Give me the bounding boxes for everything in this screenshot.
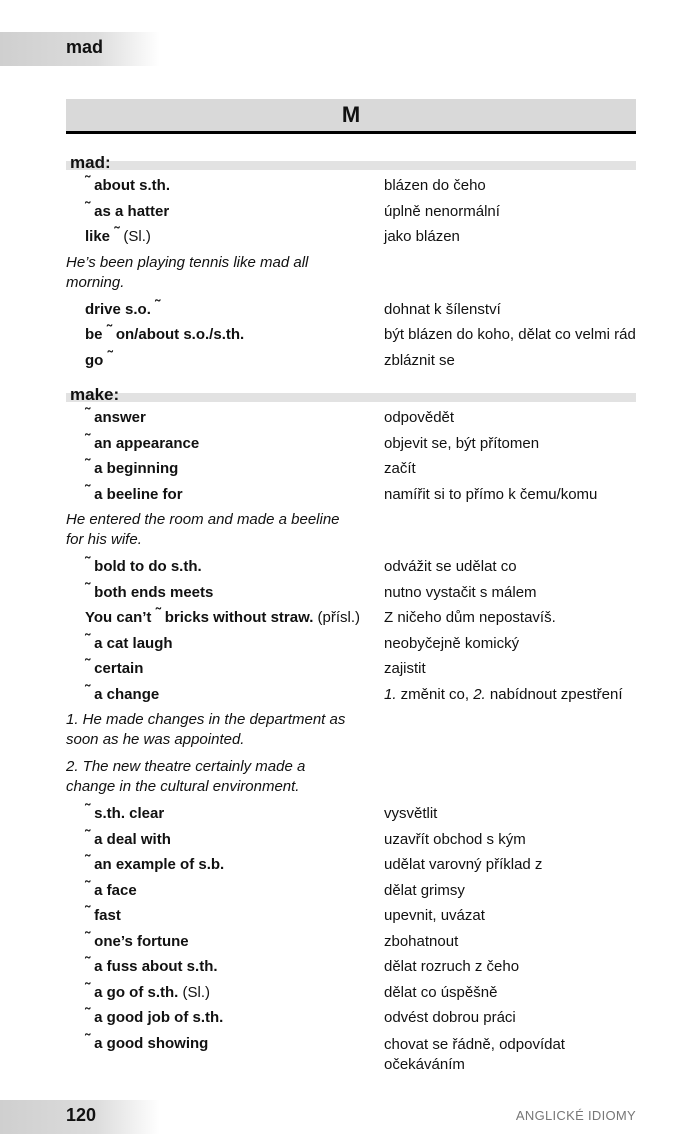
idiom-text-pre: be bbox=[85, 326, 107, 343]
tilde-symbol: ˜ bbox=[114, 224, 120, 241]
example-sentence: He’s been playing tennis like mad all morning. bbox=[66, 253, 309, 291]
idiom-phrase bbox=[85, 430, 200, 452]
idiom-entry bbox=[66, 632, 636, 658]
idiom-text: a change bbox=[94, 685, 160, 703]
idiom-phrase bbox=[85, 481, 183, 503]
idiom-phrase bbox=[85, 579, 214, 601]
idiom-entry bbox=[66, 853, 636, 879]
idiom-phrase bbox=[85, 173, 170, 194]
idiom-text: answer bbox=[94, 409, 146, 426]
translation: neobyčejně komický bbox=[384, 634, 520, 652]
tilde-symbol: ˜ bbox=[85, 405, 90, 422]
idiom-entry bbox=[66, 606, 636, 632]
translation: objevit se, být přítomen bbox=[384, 434, 540, 452]
idiom-text: a cat laugh bbox=[94, 634, 173, 652]
translation-part: nabídnout zpestření bbox=[485, 685, 623, 703]
tilde-symbol: ˜ bbox=[155, 296, 161, 314]
tilde-symbol: ˜ bbox=[85, 456, 90, 473]
tilde-symbol: ˜ bbox=[85, 979, 90, 997]
idiom-entry bbox=[66, 802, 636, 828]
idiom-text-pre: drive s.o. bbox=[85, 300, 156, 318]
idiom-entry bbox=[66, 683, 636, 709]
idiom-text: an example of s.b. bbox=[94, 856, 225, 873]
tilde-symbol: ˜ bbox=[85, 656, 90, 673]
dictionary-content bbox=[66, 148, 636, 1078]
tilde-symbol: ˜ bbox=[85, 852, 90, 869]
example-sentence: He entered the room and made a beeline for his wife. bbox=[66, 511, 340, 548]
idiom-text-post: bricks without straw. bbox=[160, 609, 314, 626]
idiom-phrase bbox=[85, 656, 144, 677]
idiom-entry bbox=[66, 225, 636, 251]
translation: blázen do čeho bbox=[384, 177, 486, 194]
translation: dělat rozruch z čeho bbox=[384, 958, 520, 975]
idiom-text: a go of s.th. bbox=[94, 983, 179, 1001]
idiom-entry bbox=[66, 200, 636, 226]
idiom-entry bbox=[66, 879, 636, 905]
idiom-text: bold to do s.th. bbox=[94, 558, 202, 575]
idiom-entry bbox=[66, 349, 636, 375]
translation: chovat se řádně, odpovídat očekáváním bbox=[384, 1035, 565, 1073]
idiom-text: a fuss about s.th. bbox=[94, 958, 218, 975]
translation: dělat co úspěšně bbox=[384, 983, 498, 1001]
tilde-symbol: ˜ bbox=[85, 928, 90, 946]
idiom-phrase bbox=[85, 405, 146, 426]
translation: odvážit se udělat co bbox=[384, 558, 517, 575]
running-head-word: mad bbox=[66, 37, 104, 57]
idiom-entry bbox=[66, 323, 636, 349]
idiom-phrase bbox=[85, 198, 170, 220]
translation: odpovědět bbox=[384, 409, 455, 426]
idiom-entry bbox=[66, 555, 636, 581]
headword-band bbox=[66, 161, 636, 170]
idiom-phrase bbox=[85, 826, 171, 848]
idiom-entry bbox=[66, 483, 636, 509]
idiom-text-pre: like bbox=[85, 228, 115, 245]
translation: úplně nenormální bbox=[384, 202, 500, 220]
running-head bbox=[0, 32, 160, 66]
idiom-text: fast bbox=[94, 907, 121, 924]
idiom-entry bbox=[66, 828, 636, 854]
idiom-phrase bbox=[85, 554, 202, 575]
idiom-text: a deal with bbox=[94, 830, 171, 848]
translation: být blázen do koho, dělat co velmi rád bbox=[384, 326, 636, 343]
idiom-phrase bbox=[85, 347, 113, 369]
translation: namířit si to přímo k čemu/komu bbox=[384, 485, 598, 503]
tilde-symbol: ˜ bbox=[85, 1030, 90, 1048]
headword bbox=[66, 152, 636, 174]
tilde-symbol: ˜ bbox=[85, 173, 90, 190]
idiom-phrase bbox=[85, 852, 225, 873]
usage-note: (Sl.) bbox=[119, 228, 151, 245]
tilde-symbol: ˜ bbox=[85, 481, 90, 499]
idiom-phrase bbox=[85, 1030, 209, 1052]
idiom-text: a good job of s.th. bbox=[94, 1009, 224, 1026]
headword bbox=[66, 384, 636, 406]
idiom-text-post: on/about s.o./s.th. bbox=[111, 326, 245, 343]
letter-section-header: M bbox=[66, 99, 636, 134]
idiom-phrase bbox=[85, 928, 189, 950]
idiom-text: a beginning bbox=[94, 460, 179, 477]
tilde-symbol: ˜ bbox=[106, 322, 112, 339]
idiom-entry bbox=[66, 581, 636, 607]
idiom-text: one’s fortune bbox=[94, 932, 189, 950]
idiom-text-pre: go bbox=[85, 351, 108, 369]
usage-note: (přísl.) bbox=[313, 609, 361, 626]
idiom-phrase bbox=[85, 322, 245, 343]
translation: zbohatnout bbox=[384, 932, 459, 950]
tilde-symbol: ˜ bbox=[85, 430, 90, 448]
tilde-symbol: ˜ bbox=[107, 347, 113, 365]
tilde-symbol: ˜ bbox=[85, 801, 90, 818]
translation: udělat varovný příklad z bbox=[384, 856, 543, 873]
tilde-symbol: ˜ bbox=[155, 605, 161, 622]
idiom-entry bbox=[66, 298, 636, 324]
translation-part: 1. bbox=[384, 685, 397, 703]
tilde-symbol: ˜ bbox=[85, 826, 90, 844]
idiom-phrase bbox=[85, 979, 211, 1001]
idiom-entry bbox=[66, 955, 636, 981]
idiom-text: certain bbox=[94, 660, 144, 677]
idiom-entry bbox=[66, 432, 636, 458]
usage-note: (Sl.) bbox=[178, 983, 211, 1001]
idiom-text-pre: You can’t bbox=[85, 609, 156, 626]
tilde-symbol: ˜ bbox=[85, 903, 90, 920]
tilde-symbol: ˜ bbox=[85, 954, 90, 971]
idiom-entry bbox=[66, 457, 636, 483]
translation: vysvětlit bbox=[384, 805, 438, 822]
headword-text: make: bbox=[70, 385, 120, 404]
idiom-phrase bbox=[85, 877, 137, 899]
idiom-entry bbox=[66, 1006, 636, 1032]
translation-part: změnit co, bbox=[396, 685, 474, 703]
idiom-phrase bbox=[85, 954, 218, 975]
idiom-phrase bbox=[85, 456, 179, 477]
idiom-phrase bbox=[85, 224, 151, 245]
idiom-entry bbox=[66, 657, 636, 683]
idiom-entry bbox=[66, 981, 636, 1007]
idiom-text: s.th. clear bbox=[94, 805, 165, 822]
translation: odvést dobrou práci bbox=[384, 1009, 516, 1026]
translation: zbláznit se bbox=[384, 351, 455, 369]
idiom-entry bbox=[66, 406, 636, 432]
idiom-phrase bbox=[85, 296, 161, 318]
idiom-phrase bbox=[85, 801, 165, 822]
idiom-text: as a hatter bbox=[94, 202, 170, 220]
idiom-phrase bbox=[85, 1005, 224, 1026]
idiom-phrase bbox=[85, 605, 361, 626]
page-number-box bbox=[0, 1100, 160, 1134]
example-sentence: 2. The new theatre certainly made a change in the cultural environment. bbox=[66, 758, 306, 795]
tilde-symbol: ˜ bbox=[85, 579, 90, 597]
tilde-symbol: ˜ bbox=[85, 198, 90, 216]
idiom-text: both ends meets bbox=[94, 583, 214, 601]
idiom-entry bbox=[66, 1032, 636, 1078]
tilde-symbol: ˜ bbox=[85, 681, 90, 699]
idiom-entry bbox=[66, 904, 636, 930]
translation: Z ničeho dům nepostavíš. bbox=[384, 609, 556, 626]
idiom-text: a face bbox=[94, 881, 137, 899]
idiom-text: an appearance bbox=[94, 434, 200, 452]
translation bbox=[384, 686, 623, 703]
idiom-text: a beeline for bbox=[94, 485, 183, 503]
idiom-phrase bbox=[85, 681, 160, 703]
translation: upevnit, uvázat bbox=[384, 907, 485, 924]
tilde-symbol: ˜ bbox=[85, 554, 90, 571]
idiom-text: a good showing bbox=[94, 1034, 209, 1052]
translation-part: 2. bbox=[473, 685, 486, 703]
tilde-symbol: ˜ bbox=[85, 630, 90, 648]
tilde-symbol: ˜ bbox=[85, 1005, 90, 1022]
tilde-symbol: ˜ bbox=[85, 877, 90, 895]
idiom-phrase bbox=[85, 903, 121, 924]
translation: dohnat k šílenství bbox=[384, 300, 501, 318]
idiom-entry bbox=[66, 174, 636, 200]
example-sentence: 1. He made changes in the department as soon as he was appointed. bbox=[66, 711, 346, 748]
page-number: 120 bbox=[66, 1105, 97, 1125]
translation: zajistit bbox=[384, 660, 426, 677]
headword-text: mad: bbox=[70, 153, 111, 172]
translation: uzavřít obchod s kým bbox=[384, 830, 526, 848]
headword-band bbox=[66, 393, 636, 402]
translation: začít bbox=[384, 460, 416, 477]
translation: dělat grimsy bbox=[384, 881, 465, 899]
book-title: ANGLICKÉ IDIOMY bbox=[515, 1108, 636, 1123]
idiom-phrase bbox=[85, 630, 173, 652]
idiom-entry bbox=[66, 930, 636, 956]
translation: nutno vystačit s málem bbox=[384, 583, 537, 601]
idiom-text: about s.th. bbox=[94, 177, 170, 194]
translation: jako blázen bbox=[384, 228, 460, 245]
